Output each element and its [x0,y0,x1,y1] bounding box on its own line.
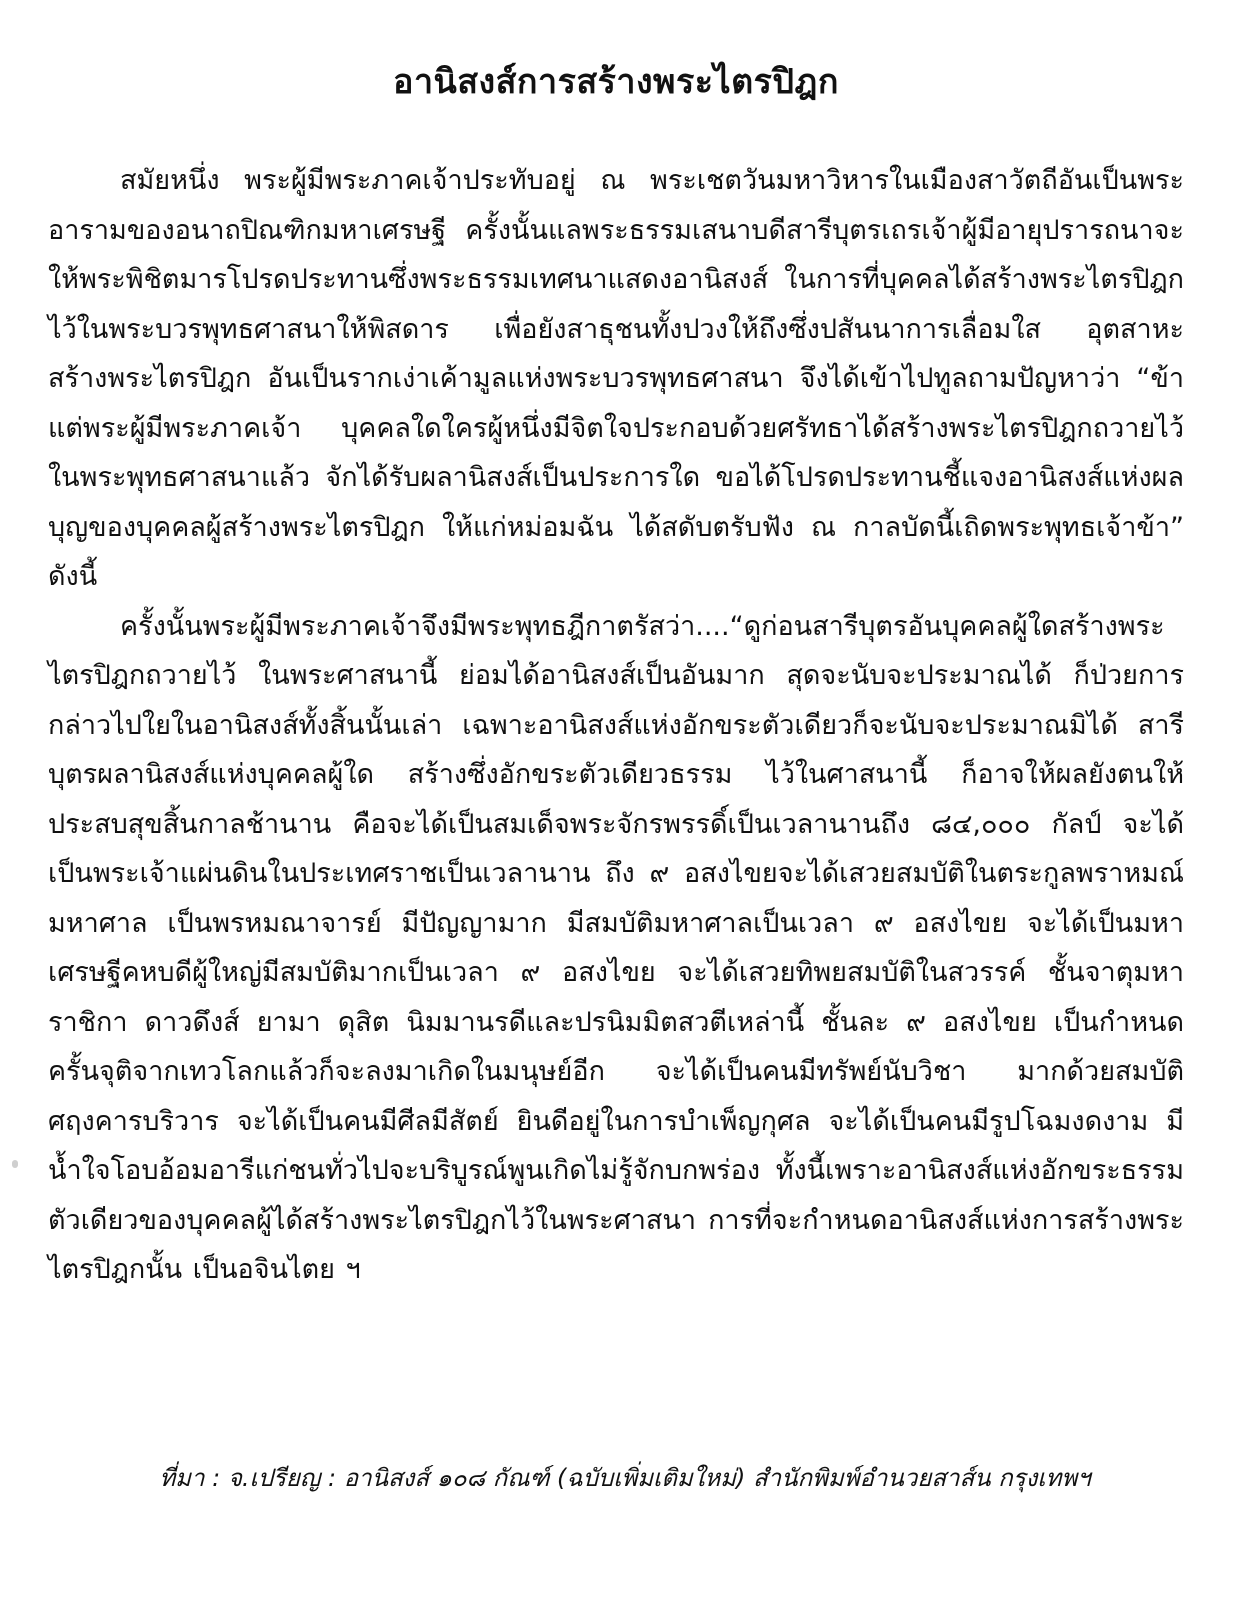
paragraph-2: ครั้งนั้นพระผู้มีพระภาคเจ้าจึงมีพระพุทธฎีกาตรัสว่า....“ดูก่อนสารีบุตรอันบุคคลผู้ใดสร้างพระไตรปิฎกถวายไว้ ในพระศาสนานี้ ย่อมได้อานิสงส์เป็นอันมาก สุดจะนับจะประมาณได้ ก็ป่วยการกล่าวไปใยในอานิสงส์ทั้งสิ้นนั้นเล่า เฉพาะอานิสงส์แห่งอักขระตัวเดียวก็จะนับจะประมาณมิได้ สารีบุตรผลานิสงส์แห่งบุคคลผู้ใด สร้างซึ่งอักขระตัวเดียวธรรม ไว้ในศาสนานี้ ก็อาจให้ผลยังตนให้ประสบสุขสิ้นกาลช้านาน คือจะได้เป็นสมเด็จพระจักรพรรดิ์เป็นเวลานานถึง ๘๔,๐๐๐ กัลป์ จะได้เป็นพระเจ้าแผ่นดินในประเทศราชเป็นเวลานาน ถึง ๙ อสงไขยจะได้เสวยสมบัติในตระกูลพราหมณ์มหาศาล เป็นพรหมณาจารย์ มีปัญญามาก มีสมบัติมหาศาลเป็นเวลา ๙ อสงไขย จะได้เป็นมหาเศรษฐีคหบดีผู้ใหญ่มีสมบัติมากเป็นเวลา ๙ อสงไขย จะได้เสวยทิพยสมบัติในสวรรค์ ชั้นจาตุมหาราชิกา ดาวดึงส์ ยามา ดุสิต นิมมานรดีและปรนิมมิตสวตีเหล่านี้ ชั้นละ ๙ อสงไขย เป็นกำหนด ครั้นจุติจากเทวโลกแล้วก็จะลงมาเกิดในมนุษย์อีก จะได้เป็นคนมีทรัพย์นับวิชา มากด้วยสมบัติศฤงคารบริวาร จะได้เป็นคนมีศีลมีสัตย์ ยินดีอยู่ในการบำเพ็ญกุศล จะได้เป็นคนมีรูปโฉมงดงาม มีน้ำใจโอบอ้อมอารีแก่ชนทั่วไปจะบริบูรณ์พูนเกิดไม่รู้จักบกพร่อง ทั้งนี้เพราะอานิสงส์แห่งอักขระธรรมตัวเดียวของบุคคลผู้ได้สร้างพระไตรปิฎกไว้ในพระศาสนา การที่จะกำหนดอานิสงส์แห่งการสร้างพระไตรปิฎกนั้น เป็นอจินไตย ฯ [48,610,1184,1285]
document-title: อานิสงส์การสร้างพระไตรปิฎก [393,62,839,102]
source-citation: ที่มา : จ.เปรียญ : อานิสงส์ ๑๐๘ กัณฑ์ (ฉบับเพิ่มเติมใหม่) สำนักพิมพ์อำนวยสาส์น กรุงเทพฯ [159,1464,1091,1492]
scan-speck [12,1160,18,1168]
document-page [48,40,1184,1295]
paragraph-1: สมัยหนึ่ง พระผู้มีพระภาคเจ้าประทับอยู่ ณ พระเชตวันมหาวิหารในเมืองสาวัตถีอันเป็นพระอารามของอนาถปิณฑิกมหาเศรษฐี ครั้งนั้นแลพระธรรมเสนาบดีสารีบุตรเถรเจ้าผู้มีอายุปรารถนาจะให้พระพิชิตมารโปรดประทานซึ่งพระธรรมเทศนาแสดงอานิสงส์ ในการที่บุคคลได้สร้างพระไตรปิฎก ไว้ในพระบวรพุทธศาสนาให้พิสดาร เพื่อยังสาธุชนทั้งปวงให้ถึงซึ่งปสันนาการเลื่อมใส อุตสาหะ สร้างพระไตรปิฎก อันเป็นรากเง่าเค้ามูลแห่งพระบวรพุทธศาสนา จึงได้เข้าไปทูลถามปัญหาว่า “ข้าแต่พระผู้มีพระภาคเจ้า บุคคลใดใครผู้หนึ่งมีจิตใจประกอบด้วยศรัทธาได้สร้างพระไตรปิฎกถวายไว้ในพระพุทธศาสนาแล้ว จักได้รับผลานิสงส์เป็นประการใด ขอได้โปรดประทานชี้แจงอานิสงส์แห่งผลบุญของบุคคลผู้สร้างพระไตรปิฎก ให้แก่หม่อมฉัน ได้สดับตรับฟัง ณ กาลบัดนี้เถิดพระพุทธเจ้าข้า” ดังนี้ [48,165,1184,592]
